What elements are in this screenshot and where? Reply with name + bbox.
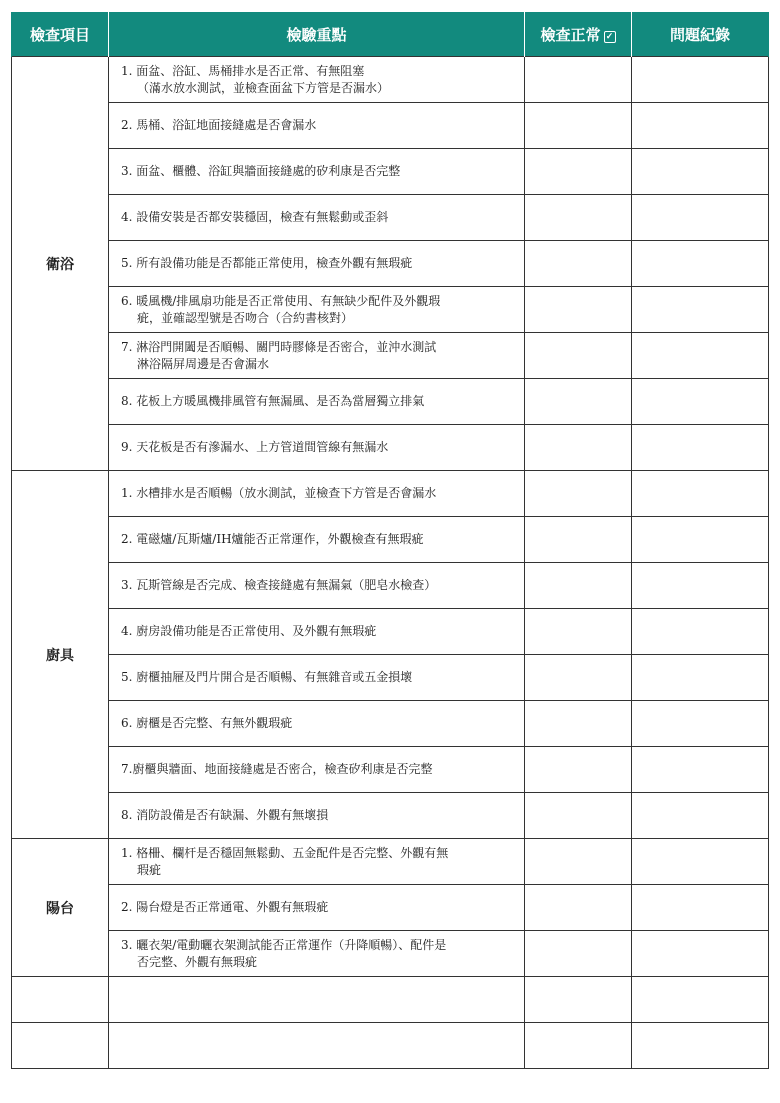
normal-check-cell[interactable]: [525, 57, 632, 103]
table-row: [12, 103, 769, 149]
inspection-point-text-cont: （滿水放水測試，並檢查面盆下方管是否漏水）: [137, 80, 390, 95]
notes-cell[interactable]: [632, 287, 769, 333]
table-row: [12, 517, 769, 563]
notes-cell[interactable]: [632, 1023, 769, 1069]
inspection-point-cell: [109, 747, 525, 793]
inspection-point-text: 2. 陽台燈是否正常通電、外觀有無瑕疵: [121, 900, 329, 914]
blank-row: [12, 977, 769, 1023]
checklist-body: [12, 57, 769, 1069]
category-cell: 陽台: [12, 839, 109, 977]
header-notes: 問題紀錄: [632, 12, 769, 57]
table-row: [12, 287, 769, 333]
notes-cell[interactable]: [632, 885, 769, 931]
inspection-point-text-cont: 否完整、外觀有無瑕疵: [137, 954, 258, 969]
notes-cell[interactable]: [632, 839, 769, 885]
notes-cell[interactable]: [632, 517, 769, 563]
inspection-point-cell: [109, 57, 525, 103]
notes-cell[interactable]: [632, 241, 769, 287]
table-row: [12, 839, 769, 885]
normal-check-cell[interactable]: [525, 655, 632, 701]
inspection-point-cell: [109, 885, 525, 931]
table-row: [12, 333, 769, 379]
inspection-point-cell: [109, 701, 525, 747]
checklist-table: [11, 12, 769, 1069]
blank-point-cell: [109, 1023, 525, 1069]
category-cell: 廚具: [12, 471, 109, 839]
notes-cell[interactable]: [632, 931, 769, 977]
table-row: [12, 563, 769, 609]
notes-cell[interactable]: [632, 425, 769, 471]
header-row: [12, 12, 769, 57]
inspection-point-text: 5. 所有設備功能是否都能正常使用，檢查外觀有無瑕疵: [121, 256, 413, 270]
table-row: [12, 931, 769, 977]
header-points: 檢驗重點: [109, 12, 525, 57]
table-row: [12, 195, 769, 241]
table-row: [12, 149, 769, 195]
table-row: [12, 747, 769, 793]
notes-cell[interactable]: [632, 57, 769, 103]
category-cell: 衛浴: [12, 57, 109, 471]
notes-cell[interactable]: [632, 471, 769, 517]
table-row: [12, 57, 769, 103]
table-row: [12, 701, 769, 747]
normal-check-cell[interactable]: [525, 195, 632, 241]
inspection-point-cell: [109, 333, 525, 379]
normal-check-cell[interactable]: [525, 379, 632, 425]
normal-check-cell[interactable]: [525, 1023, 632, 1069]
normal-check-cell[interactable]: [525, 425, 632, 471]
inspection-point-text: 6. 廚櫃是否完整、有無外觀瑕疵: [121, 716, 293, 730]
header-normal-label: 檢查正常: [540, 25, 601, 44]
inspection-point-cell: [109, 425, 525, 471]
inspection-point-text: 3. 瓦斯管線是否完成、檢查接縫處有無漏氣（肥皂水檢查）: [121, 578, 437, 592]
inspection-checklist: [11, 12, 768, 1069]
inspection-point-text: 2. 馬桶、浴缸地面接縫處是否會漏水: [121, 118, 317, 132]
notes-cell[interactable]: [632, 701, 769, 747]
inspection-point-text: 4. 設備安裝是否都安裝穩固，檢查有無鬆動或歪斜: [121, 210, 389, 224]
normal-check-cell[interactable]: [525, 747, 632, 793]
normal-check-cell[interactable]: [525, 793, 632, 839]
table-row: [12, 471, 769, 517]
inspection-point-cell: [109, 655, 525, 701]
notes-cell[interactable]: [632, 747, 769, 793]
inspection-point-text: 7.廚櫃與牆面、地面接縫處是否密合，檢查矽利康是否完整: [121, 762, 433, 776]
normal-check-cell[interactable]: [525, 471, 632, 517]
table-row: [12, 609, 769, 655]
inspection-point-cell: [109, 195, 525, 241]
notes-cell[interactable]: [632, 379, 769, 425]
table-row: [12, 655, 769, 701]
notes-cell[interactable]: [632, 793, 769, 839]
inspection-point-cell: [109, 517, 525, 563]
inspection-point-text: 1. 面盆、浴缸、馬桶排水是否正常、有無阻塞: [121, 63, 365, 78]
normal-check-cell[interactable]: [525, 931, 632, 977]
blank-row: [12, 1023, 769, 1069]
inspection-point-cell: [109, 793, 525, 839]
inspection-point-text: 1. 格柵、欄杆是否穩固無鬆動、五金配件是否完整、外觀有無: [121, 845, 449, 860]
inspection-point-text-cont: 瑕疵: [137, 862, 162, 877]
inspection-point-text: 3. 曬衣架/電動曬衣架測試能否正常運作（升降順暢）、配件是: [121, 937, 447, 952]
inspection-point-cell: [109, 287, 525, 333]
normal-check-cell[interactable]: [525, 287, 632, 333]
normal-check-cell[interactable]: [525, 149, 632, 195]
table-row: [12, 425, 769, 471]
inspection-point-text: 8. 消防設備是否有缺漏、外觀有無壞損: [121, 808, 329, 822]
normal-check-cell[interactable]: [525, 885, 632, 931]
normal-check-cell[interactable]: [525, 103, 632, 149]
table-row: [12, 885, 769, 931]
inspection-point-text-cont: 淋浴隔屏周邊是否會漏水: [137, 356, 270, 371]
inspection-point-text: 2. 電磁爐/瓦斯爐/IH爐能否正常運作，外觀檢查有無瑕疵: [121, 532, 424, 546]
notes-cell[interactable]: [632, 609, 769, 655]
table-row: [12, 793, 769, 839]
inspection-point-cell: [109, 609, 525, 655]
inspection-point-text: 8. 花板上方暖風機排風管有無漏風、是否為當層獨立排氣: [121, 394, 425, 408]
notes-cell[interactable]: [632, 149, 769, 195]
notes-cell[interactable]: [632, 333, 769, 379]
blank-point-cell: [109, 977, 525, 1023]
normal-check-cell[interactable]: [525, 839, 632, 885]
inspection-point-text: 7. 淋浴門開闔是否順暢、關門時膠條是否密合，並沖水測試: [121, 339, 437, 354]
inspection-point-text: 1. 水槽排水是否順暢（放水測試，並檢查下方管是否會漏水: [121, 486, 437, 500]
inspection-point-text-cont: 疵，並確認型號是否吻合（合約書核對）: [137, 310, 354, 325]
normal-check-cell[interactable]: [525, 333, 632, 379]
inspection-point-cell: [109, 563, 525, 609]
inspection-point-cell: [109, 839, 525, 885]
normal-check-cell[interactable]: [525, 241, 632, 287]
normal-check-cell[interactable]: [525, 609, 632, 655]
inspection-point-text: 4. 廚房設備功能是否正常使用、及外觀有無瑕疵: [121, 624, 377, 638]
inspection-point-cell: [109, 931, 525, 977]
normal-check-cell[interactable]: [525, 517, 632, 563]
notes-cell[interactable]: [632, 563, 769, 609]
inspection-point-cell: [109, 241, 525, 287]
inspection-point-cell: [109, 471, 525, 517]
inspection-point-text: 6. 暖風機/排風扇功能是否正常使用、有無缺少配件及外觀瑕: [121, 293, 441, 308]
blank-category-cell: [12, 1023, 109, 1069]
notes-cell[interactable]: [632, 103, 769, 149]
blank-category-cell: [12, 977, 109, 1023]
table-row: [12, 241, 769, 287]
header-normal: [525, 12, 632, 57]
header-category: 檢查項目: [12, 12, 109, 57]
check-box-icon: ✓: [604, 31, 616, 43]
normal-check-cell[interactable]: [525, 563, 632, 609]
inspection-point-cell: [109, 103, 525, 149]
normal-check-cell[interactable]: [525, 977, 632, 1023]
inspection-point-text: 9. 天花板是否有滲漏水、上方管道間管線有無漏水: [121, 440, 389, 454]
inspection-point-text: 5. 廚櫃抽屜及門片開合是否順暢、有無雜音或五金損壞: [121, 670, 413, 684]
notes-cell[interactable]: [632, 195, 769, 241]
inspection-point-cell: [109, 149, 525, 195]
inspection-point-text: 3. 面盆、櫃體、浴缸與牆面接縫處的矽利康是否完整: [121, 164, 401, 178]
notes-cell[interactable]: [632, 655, 769, 701]
inspection-point-cell: [109, 379, 525, 425]
normal-check-cell[interactable]: [525, 701, 632, 747]
table-row: [12, 379, 769, 425]
notes-cell[interactable]: [632, 977, 769, 1023]
